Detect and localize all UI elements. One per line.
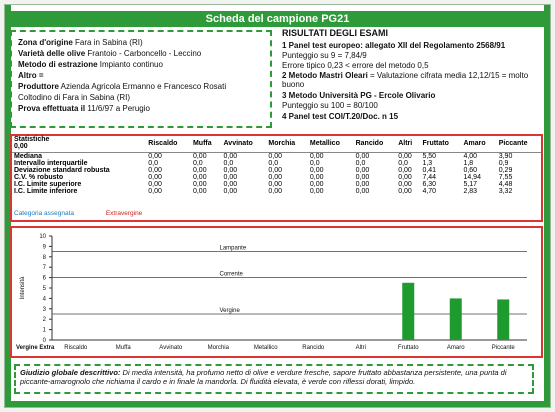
stats-table	[10, 134, 543, 222]
bottom-border	[5, 401, 550, 407]
stats-cell: 0,00	[268, 167, 282, 174]
y-tick-label: 0	[42, 338, 46, 344]
y-tick-label: 8	[42, 254, 46, 261]
stats-col-header: Amaro	[461, 136, 496, 153]
category-value: Extravergine	[105, 210, 143, 217]
stats-cell: 1,8	[463, 160, 474, 167]
category-note: Categoria assegnata	[14, 210, 74, 217]
prova-value: 11/6/97 a Perugio	[87, 104, 150, 113]
page-title: Scheda del campione PG21	[11, 11, 544, 27]
stats-col-header: Altri	[396, 136, 420, 153]
varieta-label: Varietà delle olive	[18, 49, 86, 58]
description-label: Giudizio globale descrittivo:	[20, 368, 121, 377]
stats-cell: 0,00	[192, 181, 207, 188]
y-tick-label: 10	[39, 234, 46, 240]
stats-cell: 0,0	[148, 160, 159, 167]
intensity-chart	[10, 226, 543, 358]
y-tick-label: 4	[42, 296, 46, 303]
stats-cell: 6,30	[422, 181, 437, 188]
chart-canvas	[12, 228, 541, 356]
stats-cell: 0,00	[268, 181, 282, 188]
stats-cell: 0,0	[192, 160, 203, 167]
method-3-score: Punteggio su 100 = 80/100	[282, 101, 378, 110]
y-tick-label: 9	[42, 244, 46, 251]
chart-bar	[450, 298, 462, 340]
stats-cell: 0,00	[398, 181, 412, 188]
stats-cell: 0,00	[148, 188, 162, 195]
stats-cell: 0,00	[309, 153, 324, 160]
stats-cell: 0,00	[355, 174, 370, 181]
stats-col-header: Rancido	[354, 136, 397, 153]
stats-cell: 0,00	[192, 167, 207, 174]
stats-cell: 7,55	[498, 174, 513, 181]
table-row	[12, 174, 541, 181]
stats-cell: 0,00	[355, 188, 370, 195]
stats-cell: 0,0	[223, 160, 234, 167]
stats-cell: 0,00	[148, 174, 162, 181]
produttore-label: Produttore	[18, 82, 59, 91]
y-axis-label: Intensità	[20, 276, 26, 300]
stats-col-header: Avvinato	[222, 136, 267, 153]
chart-bar	[402, 283, 414, 340]
stats-cell: 0,00	[398, 153, 412, 160]
stats-row-label: C.V. % robusto	[14, 174, 64, 181]
stats-cell: 0,00	[309, 181, 324, 188]
y-tick-label: 6	[42, 275, 46, 282]
reference-line-label: Lampante	[219, 245, 247, 252]
description-panel	[14, 364, 534, 394]
right-border	[544, 5, 550, 407]
stats-cell: 0,41	[422, 167, 437, 174]
stats-cell: 0,00	[309, 167, 324, 174]
y-tick-label: 5	[42, 286, 46, 292]
metodo-label: Metodo di estrazione	[18, 60, 98, 69]
stats-cell: 0,00	[398, 188, 412, 195]
stats-cell: 0,00	[268, 174, 282, 181]
results-panel	[282, 28, 542, 121]
table-row	[12, 167, 541, 174]
vergine-extra-label: Vergine Extra	[16, 345, 55, 351]
table-row	[12, 153, 541, 161]
stats-cell: 4,48	[498, 181, 513, 188]
stats-cell: 0,00	[355, 153, 370, 160]
stats-cell: 0,00	[268, 188, 282, 195]
stats-cell: 0,0	[355, 160, 366, 167]
stats-row-label: I.C. Limite inferiore	[14, 188, 78, 195]
stats-cell: 0,9	[498, 160, 509, 167]
chart-bar	[497, 299, 509, 340]
stats-cell: 5,50	[422, 153, 437, 160]
y-tick-label: 1	[42, 327, 46, 334]
reference-line-label: Corrente	[219, 271, 243, 278]
method-1-error: Errore tipico 0,23 < errore del metodo 0,5	[282, 61, 429, 70]
stats-cell: 0,0	[268, 160, 279, 167]
reference-line-label: Vergine	[219, 308, 240, 314]
y-tick-label: 7	[42, 265, 46, 272]
table-row	[12, 188, 541, 195]
results-title: RISULTATI DEGLI ESAMI	[282, 28, 388, 38]
stats-col-header: Piccante	[497, 136, 541, 153]
stats-col-header: Morchia	[266, 136, 308, 153]
stats-cell: 0,00	[355, 167, 370, 174]
method-2: 2 Metodo Mastri Oleari	[282, 71, 368, 80]
stats-notes	[14, 210, 142, 217]
stats-cell: 0,0	[398, 160, 408, 167]
method-3: 3 Metodo Università PG - Ercole Olivario	[282, 91, 436, 100]
varieta-value: Frantoio - Carboncello - Leccino	[87, 49, 202, 58]
x-tick-label: Metallico	[253, 345, 278, 351]
x-tick-label: Piccante	[491, 345, 515, 351]
x-tick-label: Altri	[355, 345, 366, 351]
stats-cell: 14,94	[463, 174, 481, 181]
stats-col-header: Fruttato	[420, 136, 461, 153]
stats-cell: 0,00	[309, 174, 324, 181]
x-tick-label: Avvinato	[159, 345, 183, 351]
stats-cell: 0,00	[192, 153, 207, 160]
origin-panel	[10, 30, 272, 128]
stats-cell: 0,29	[498, 167, 513, 174]
stats-cell: 3,90	[498, 153, 513, 160]
stats-cell: 5,17	[463, 181, 478, 188]
stats-cell: 0,00	[223, 174, 238, 181]
stats-cell: 0,00	[148, 181, 162, 188]
stats-cell: 0,00	[192, 174, 207, 181]
stats-cell: 7,44	[422, 174, 437, 181]
y-tick-label: 2	[42, 317, 46, 324]
stats-cell: 0,00	[192, 188, 207, 195]
stats-col-header: Riscaldo	[146, 136, 191, 153]
produttore-value: Azienda Agricola Ermanno e Francesco Rosati	[60, 82, 227, 91]
stats-cell: 0,00	[148, 153, 162, 160]
stats-cell: 0,00	[148, 167, 162, 174]
producer-address: Coltodino di Fara in Sabina (RI)	[18, 93, 131, 102]
stats-cell: 0,00	[223, 181, 238, 188]
stats-cell: 0,0	[309, 160, 320, 167]
stats-cell: 0,00	[223, 153, 238, 160]
table-row	[12, 181, 541, 188]
stats-row-label: Mediana	[14, 153, 43, 160]
stats-cell: 0,60	[463, 167, 478, 174]
prova-label: Prova effettuata il	[18, 104, 86, 113]
method-4: 4 Panel test COI/T.20/Doc. n 15	[282, 112, 399, 121]
stats-row-label: Deviazione standard robusta	[14, 167, 110, 174]
stats-cell: 0,00	[268, 153, 282, 160]
stats-cell: 0,00	[355, 181, 370, 188]
stats-cell: 1,3	[422, 160, 433, 167]
y-tick-label: 3	[42, 306, 46, 313]
stats-cell: 0,00	[223, 188, 238, 195]
stats-cell: 0,00	[223, 167, 238, 174]
method-2-score: = Valutazione cifrata media 12,12/15 = molto buono	[282, 71, 529, 89]
zona-value: Fara in Sabina (RI)	[75, 38, 143, 47]
metodo-value: Impianto continuo	[99, 60, 163, 69]
stats-corner-label: Statistiche	[14, 136, 50, 143]
x-tick-label: Riscaldo	[64, 345, 88, 351]
stats-col-header: Muffa	[191, 136, 222, 153]
stats-cell: 2,83	[463, 188, 478, 195]
method-1-score: Punteggio su 9 = 7,84/9	[282, 51, 367, 60]
stats-corner	[12, 136, 146, 153]
stats-cell: 0,00	[398, 167, 412, 174]
x-tick-label: Muffa	[115, 345, 131, 351]
method-1: 1 Panel test europeo: allegato XII del Regolamento 2568/91	[282, 41, 506, 50]
stats-row-label: Intervallo interquartile	[14, 160, 88, 167]
x-tick-label: Rancido	[302, 345, 325, 351]
stats-cell: 0,00	[398, 174, 412, 181]
stats-col-header: Metallico	[308, 136, 354, 153]
altro-label: Altro =	[18, 71, 44, 80]
zona-label: Zona d'origine	[18, 38, 73, 47]
stats-cell: 4,00	[463, 153, 478, 160]
stats-cell: 3,32	[498, 188, 513, 195]
x-tick-label: Amaro	[446, 345, 465, 351]
x-tick-label: Fruttato	[397, 345, 419, 351]
table-row	[12, 160, 541, 167]
stats-cell: 0,00	[309, 188, 324, 195]
stats-cell: 4,70	[422, 188, 437, 195]
x-tick-label: Morchia	[207, 345, 229, 351]
stats-corner-value: 0,00	[14, 143, 28, 150]
stats-row-label: I.C. Limite superiore	[14, 181, 82, 188]
description-text: Di media intensità, ha profumo netto di olive e verdure fresche, sapore fruttato abbastanza persistente, una punta di piccante-amarognolo che richiama il cardo e in finale la mandorla. Di fluidità elevata, è verde con riflessi dorati, limpido.	[20, 368, 507, 386]
